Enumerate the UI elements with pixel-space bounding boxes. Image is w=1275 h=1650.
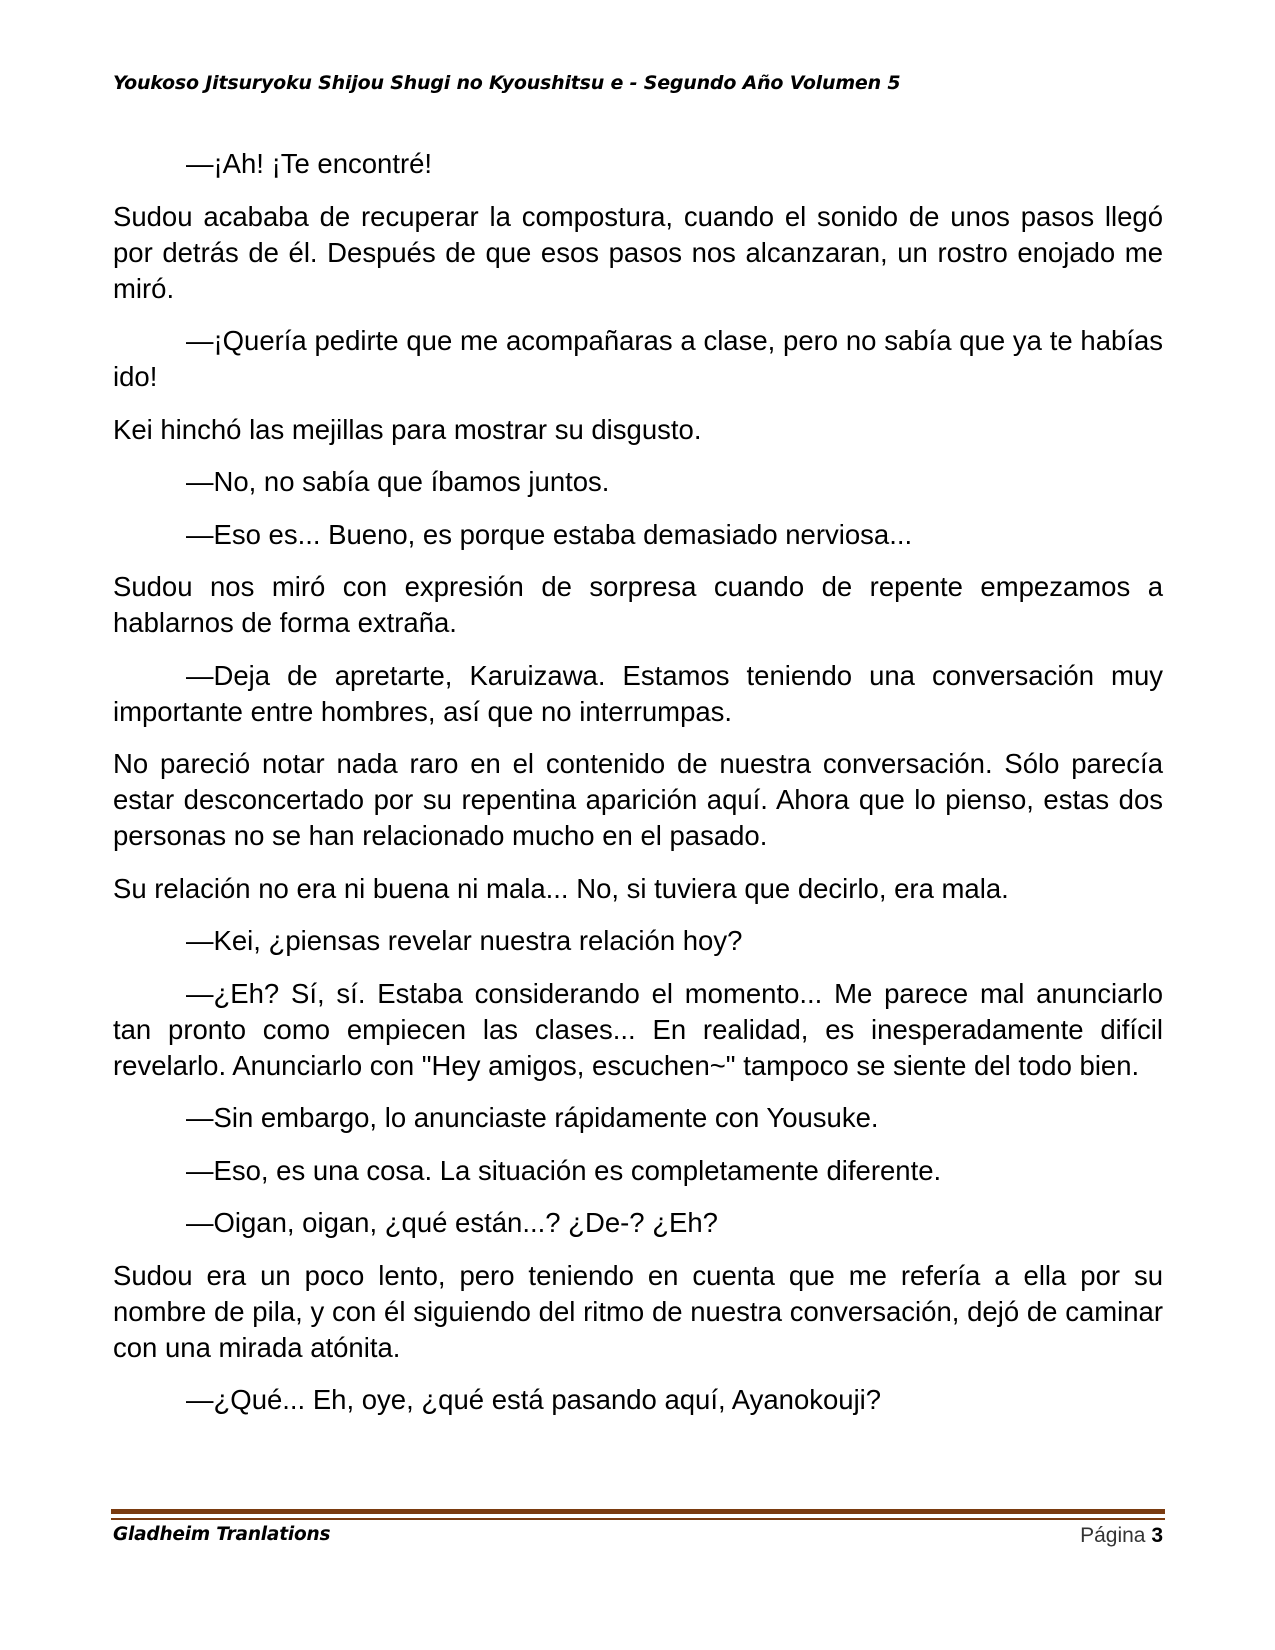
footer-page-indicator bbox=[1080, 1524, 1163, 1548]
paragraph: —¿Eh? Sí, sí. Estaba considerando el momento... Me parece mal anunciarlo tan pronto como empiecen las clases... En realidad, es inesperadamente difícil revelarlo. Anunciarlo con "Hey amigos, escuchen~" tampoco se siente del todo bien. bbox=[113, 977, 1163, 1081]
page-number: 3 bbox=[1151, 1524, 1163, 1547]
paragraph: —Oigan, oigan, ¿qué están...? ¿De-? ¿Eh? bbox=[186, 1207, 718, 1238]
footer-divider-thick bbox=[111, 1509, 1165, 1514]
paragraph: Sudou era un poco lento, pero teniendo en cuenta que me refería a ella por su nombre de pila, y con él siguiendo del ritmo de nuestra conversación, dejó de caminar con una mirada atónita. bbox=[113, 1259, 1163, 1363]
paragraph: —Sin embargo, lo anunciaste rápidamente con Yousuke. bbox=[186, 1102, 879, 1133]
paragraph: —¡Ah! ¡Te encontré! bbox=[186, 148, 433, 179]
paragraph: Su relación no era ni buena ni mala... No, si tuviera que decirlo, era mala. bbox=[113, 872, 1009, 904]
body-text bbox=[113, 146, 1163, 1435]
paragraph: —No, no sabía que íbamos juntos. bbox=[186, 466, 610, 497]
paragraph: —¡Quería pedirte que me acompañaras a clase, pero no sabía que ya te habías ido! bbox=[113, 325, 1163, 392]
paragraph: —Deja de apretarte, Karuizawa. Estamos teniendo una conversación muy importante entre hombres, así que no interrumpas. bbox=[113, 659, 1163, 727]
paragraph: No pareció notar nada raro en el contenido de nuestra conversación. Sólo parecía estar desconcertado por su repentina aparición aquí. Ahora que lo pienso, estas dos personas no se han relacionado mucho en el pasado. bbox=[113, 748, 1163, 851]
paragraph: Kei hinchó las mejillas para mostrar su disgusto. bbox=[113, 413, 702, 445]
paragraph: —Kei, ¿piensas revelar nuestra relación hoy? bbox=[186, 925, 743, 956]
paragraph: —Eso, es una cosa. La situación es completamente diferente. bbox=[186, 1154, 942, 1186]
paragraph: Sudou nos miró con expresión de sorpresa cuando de repente empezamos a hablarnos de forma extraña. bbox=[113, 571, 1163, 638]
paragraph: —¿Qué... Eh, oye, ¿qué está pasando aquí, Ayanokouji? bbox=[186, 1384, 882, 1415]
page-label: Página bbox=[1080, 1524, 1146, 1547]
footer-publisher: Gladheim Tranlations bbox=[113, 1524, 331, 1545]
paragraph: —Eso es... Bueno, es porque estaba demasiado nerviosa... bbox=[186, 518, 913, 550]
paragraph: Sudou acababa de recuperar la compostura, cuando el sonido de unos pasos llegó por detrás de él. Después de que esos pasos nos alcanzaran, un rostro enojado me miró. bbox=[113, 200, 1163, 304]
page-header: Youkoso Jitsuryoku Shijou Shugi no Kyoushitsu e - Segundo Año Volumen 5 bbox=[113, 72, 901, 94]
footer-divider-thin bbox=[111, 1518, 1165, 1520]
